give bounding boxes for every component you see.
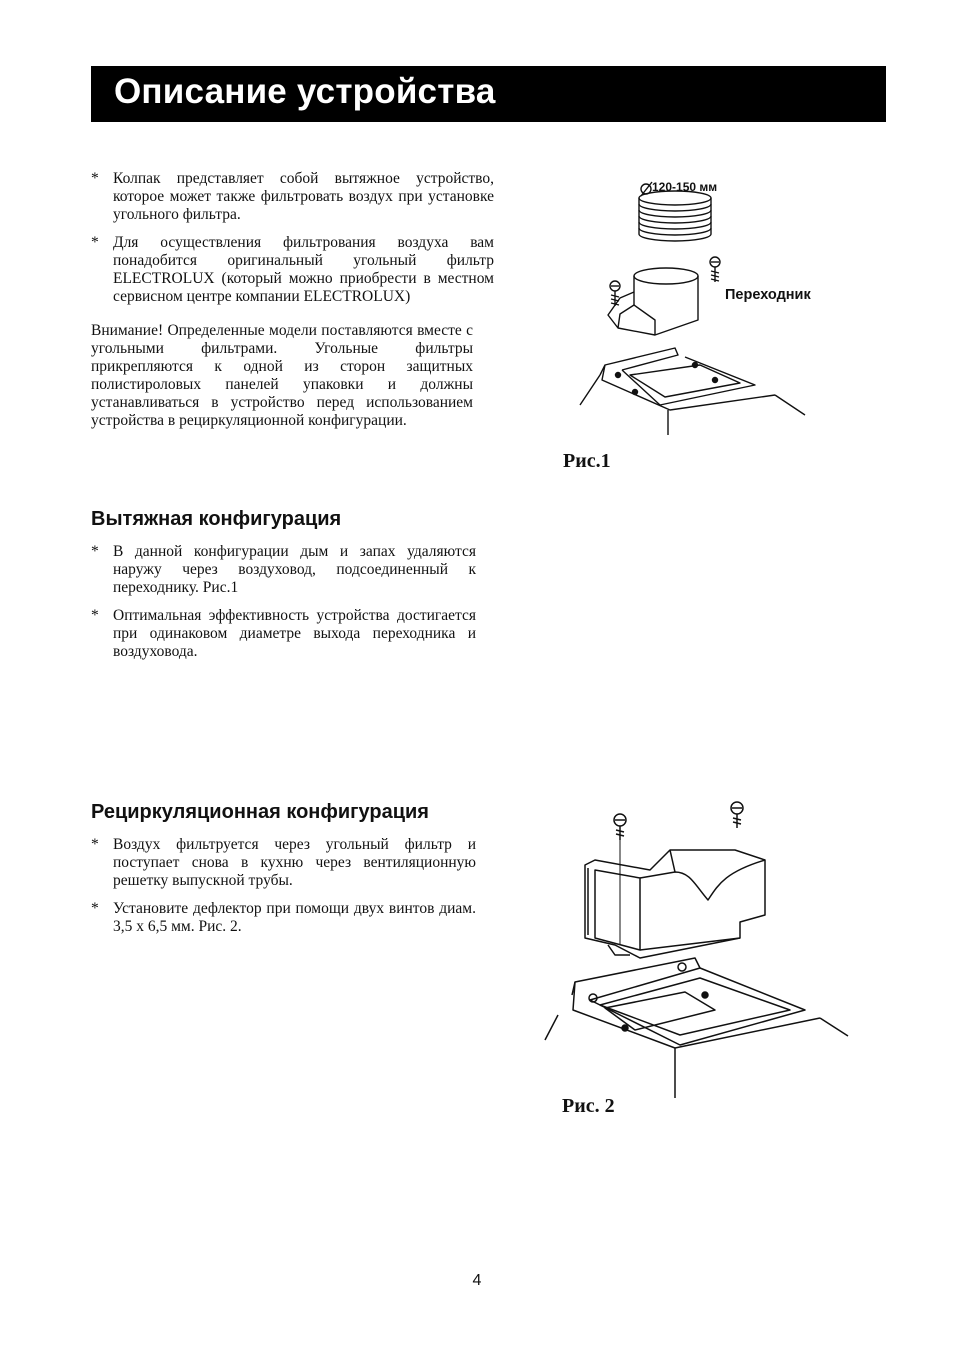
recirc-section [91, 836, 476, 946]
recirc-heading: Рециркуляционная конфигурация [91, 801, 429, 823]
list-item [91, 836, 476, 890]
figure-2-caption: Рис. 2 [562, 1095, 615, 1117]
bullet-marker: * [91, 543, 99, 560]
adapter-label: Переходник [725, 287, 811, 303]
intro-section [91, 170, 494, 430]
screw-icon [610, 281, 620, 306]
list-item [91, 607, 476, 661]
list-item [91, 234, 494, 306]
bullet-text: Для осуществления фильтрования воздуха вам понадобится оригинальный угольный фильтр ELECTROLUX (который можно приобрести в местном сервисном центре компании ELECTROLUX) [113, 234, 494, 305]
bullet-marker: * [91, 170, 99, 187]
figure-2-illustration [540, 800, 860, 1100]
deflector-part [585, 850, 765, 958]
hood-top-plate [580, 348, 805, 435]
list-item [91, 170, 494, 224]
warning-note: Внимание! Определенные модели поставляются вместе с угольными фильтрами. Угольные фильтры прикрепляются к одной из сторон защитных полистироловых панелей упаковки и должны устанавливаться в устройство перед использованием устройства в рециркуляционной конфигурации. [91, 322, 473, 429]
figure-1-illustration [560, 170, 860, 445]
screw-icon [710, 257, 720, 282]
exhaust-heading: Вытяжная конфигурация [91, 508, 342, 530]
screw-icon [731, 802, 743, 828]
list-item [91, 543, 476, 597]
bullet-marker: * [91, 900, 99, 917]
bullet-text: В данной конфигурации дым и запах удаляются наружу через воздуховод, подсоединенный к переходнику. Рис.1 [113, 543, 476, 596]
diameter-label: 120-150 мм [652, 180, 718, 194]
title-bar [91, 66, 886, 122]
bullet-marker: * [91, 607, 99, 624]
exhaust-section [91, 543, 476, 671]
figure-1-caption: Рис.1 [563, 450, 611, 472]
duct-pipe [639, 191, 711, 241]
bullet-marker: * [91, 234, 99, 251]
bullet-text: Оптимальная эффективность устройства достигается при одинаковом диаметре выхода переходника и воздуховода. [113, 607, 476, 660]
bullet-text: Колпак представляет собой вытяжное устройство, которое может также фильтровать воздух при установке угольного фильтра. [113, 170, 494, 223]
screw-icon [614, 814, 626, 945]
adapter-part [608, 268, 698, 335]
page-title: Описание устройства [114, 72, 496, 111]
list-item [91, 900, 476, 936]
hood-top-plate [545, 958, 848, 1098]
bullet-text: Установите дефлектор при помощи двух винтов диам. 3,5 х 6,5 мм. Рис. 2. [113, 900, 476, 935]
page-number: 4 [472, 1272, 482, 1289]
bullet-marker: * [91, 836, 99, 853]
bullet-text: Воздух фильтруется через угольный фильтр и поступает снова в кухню через вентиляционную решетку выпускной трубы. [113, 836, 476, 889]
